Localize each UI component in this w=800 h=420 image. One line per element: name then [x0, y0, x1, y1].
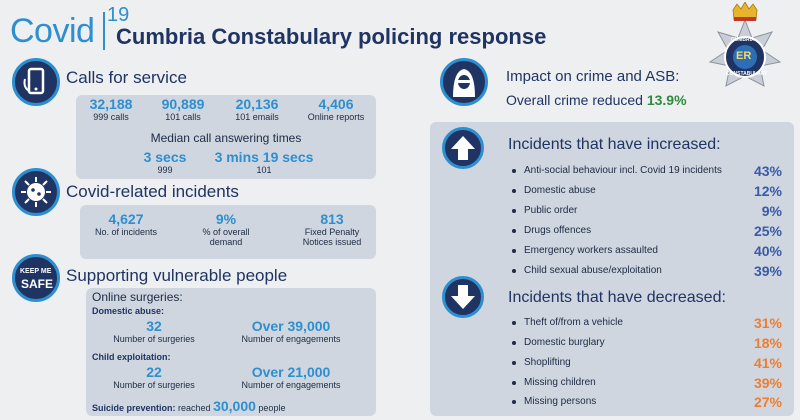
row-value: 9%	[761, 203, 782, 219]
increased-row	[512, 163, 782, 182]
bullet	[512, 169, 516, 173]
row-value: 41%	[753, 355, 782, 371]
bullet	[512, 321, 516, 325]
calls-stat-101	[150, 96, 216, 122]
stat-value: 3 mins 19 secs	[214, 149, 314, 165]
row-label: Child sexual abuse/exploitation	[524, 265, 662, 276]
stat-value: 20,136	[235, 96, 279, 112]
online-surgeries-label: Online surgeries:	[92, 290, 183, 304]
arrow-down-icon	[442, 276, 484, 318]
domestic-heading: Domestic abuse:	[92, 306, 165, 316]
stat-label: Notices issued	[302, 237, 362, 248]
stat-value: 90,889	[161, 96, 205, 112]
child-surgeries	[104, 364, 204, 390]
row-label: Emergency workers assaulted	[524, 245, 658, 256]
stat-value: 813	[320, 211, 344, 227]
calls-stat-999	[78, 96, 144, 122]
median-title: Median call answering times	[150, 131, 302, 145]
stat-value: Over 21,000	[251, 364, 331, 380]
bullet	[512, 249, 516, 253]
row-value: 25%	[753, 223, 782, 239]
bullet	[512, 229, 516, 233]
row-label: Anti-social behaviour incl. Covid 19 incidents	[524, 165, 722, 176]
increased-title: Incidents that have increased:	[508, 136, 721, 153]
stat-label: Online reports	[307, 112, 365, 122]
decreased-row	[512, 394, 782, 413]
stat-label: Number of surgeries	[113, 380, 195, 390]
suicide-post: people	[258, 403, 286, 413]
bullet	[512, 381, 516, 385]
phone-icon	[12, 58, 60, 106]
increased-row	[512, 183, 782, 202]
impact-line2	[506, 92, 687, 108]
decreased-row	[512, 355, 782, 374]
stat-label: % of overall	[202, 227, 250, 237]
increased-row	[512, 203, 782, 222]
median-101	[206, 149, 322, 175]
row-label: Domestic abuse	[524, 185, 596, 196]
row-label: Missing children	[524, 377, 596, 388]
badge-line2: CONSTABULARY	[726, 71, 768, 77]
decreased-row	[512, 375, 782, 394]
calls-stat-online	[296, 96, 376, 122]
suicide-pre: reached	[178, 403, 211, 413]
covid-divider	[103, 12, 105, 50]
keep-me-safe-icon	[12, 254, 60, 302]
median-999	[130, 149, 200, 175]
stat-value: 4,406	[318, 96, 354, 112]
row-label: Public order	[524, 205, 578, 216]
row-value: 39%	[753, 375, 782, 391]
stat-label: 999	[157, 165, 173, 175]
stat-label: Number of surgeries	[113, 334, 195, 344]
bullet	[512, 189, 516, 193]
suicide-label: Suicide prevention:	[92, 403, 176, 413]
stat-label: No. of incidents	[94, 227, 158, 237]
increased-row	[512, 243, 782, 262]
calls-section-title: Calls for service	[66, 68, 187, 87]
impact-value: 13.9%	[646, 92, 687, 108]
stat-value: 4,627	[108, 211, 144, 227]
suicide-prevention-line	[92, 398, 285, 414]
stat-label: Number of engagements	[241, 334, 341, 344]
row-value: 40%	[753, 243, 782, 259]
impact-text: Overall crime reduced	[506, 92, 643, 108]
badge-line1: CUMBRIA	[731, 37, 755, 43]
row-value: 27%	[753, 394, 782, 410]
covid-stat-demand	[186, 211, 266, 248]
domestic-engagements	[226, 318, 356, 344]
child-heading: Child exploitation:	[92, 352, 171, 362]
bullet	[512, 361, 516, 365]
bullet	[512, 209, 516, 213]
covid-word: Covid	[10, 12, 95, 50]
domestic-surgeries	[104, 318, 204, 344]
stat-label: 101	[256, 165, 272, 175]
row-value: 12%	[753, 183, 782, 199]
increased-row	[512, 223, 782, 242]
hooded-figure-icon	[440, 58, 488, 106]
header	[10, 4, 570, 52]
increased-row	[512, 263, 782, 282]
row-label: Domestic burglary	[524, 337, 605, 348]
virus-icon	[12, 168, 60, 216]
row-value: 31%	[753, 315, 782, 331]
row-label: Drugs offences	[524, 225, 592, 236]
bullet	[512, 400, 516, 404]
row-value: 43%	[753, 163, 782, 179]
calls-stat-emails	[222, 96, 292, 122]
row-label: Shoplifting	[524, 357, 571, 368]
stat-value: 3 secs	[143, 149, 187, 165]
stat-label: Fixed Penalty	[304, 227, 360, 237]
stat-value: 32	[146, 318, 162, 334]
bullet	[512, 269, 516, 273]
covid-number: 19	[107, 4, 130, 26]
impact-line1: Impact on crime and ASB:	[506, 68, 680, 85]
decreased-row	[512, 315, 782, 334]
safe-text: SAFE	[21, 277, 54, 291]
keep-me-text: KEEP ME	[20, 268, 52, 275]
stat-label: Number of engagements	[241, 380, 341, 390]
suicide-value: 30,000	[213, 398, 256, 414]
row-label: Missing persons	[524, 396, 597, 407]
decreased-title: Incidents that have decreased:	[508, 289, 726, 306]
bullet	[512, 341, 516, 345]
stat-label: 999 calls	[93, 112, 129, 122]
constabulary-badge	[700, 2, 790, 102]
stat-value: Over 39,000	[251, 318, 331, 334]
badge-monogram: ER	[736, 50, 752, 62]
covid-stat-incidents	[84, 211, 168, 237]
page-title: Cumbria Constabulary policing response	[116, 24, 547, 49]
stat-label: 101 emails	[235, 112, 279, 122]
covid-section-title: Covid-related incidents	[66, 182, 239, 201]
row-value: 18%	[753, 335, 782, 351]
arrow-up-icon	[442, 127, 484, 169]
stat-label: demand	[209, 237, 243, 248]
stat-label: 101 calls	[165, 112, 201, 122]
stat-value: 22	[146, 364, 162, 380]
row-value: 39%	[753, 263, 782, 279]
vulnerable-section-title: Supporting vulnerable people	[66, 266, 288, 285]
decreased-row	[512, 335, 782, 354]
covid-stat-fpn	[290, 211, 374, 248]
row-label: Theft of/from a vehicle	[524, 317, 623, 328]
child-engagements	[226, 364, 356, 390]
stat-value: 32,188	[89, 96, 133, 112]
stat-value: 9%	[215, 211, 237, 227]
